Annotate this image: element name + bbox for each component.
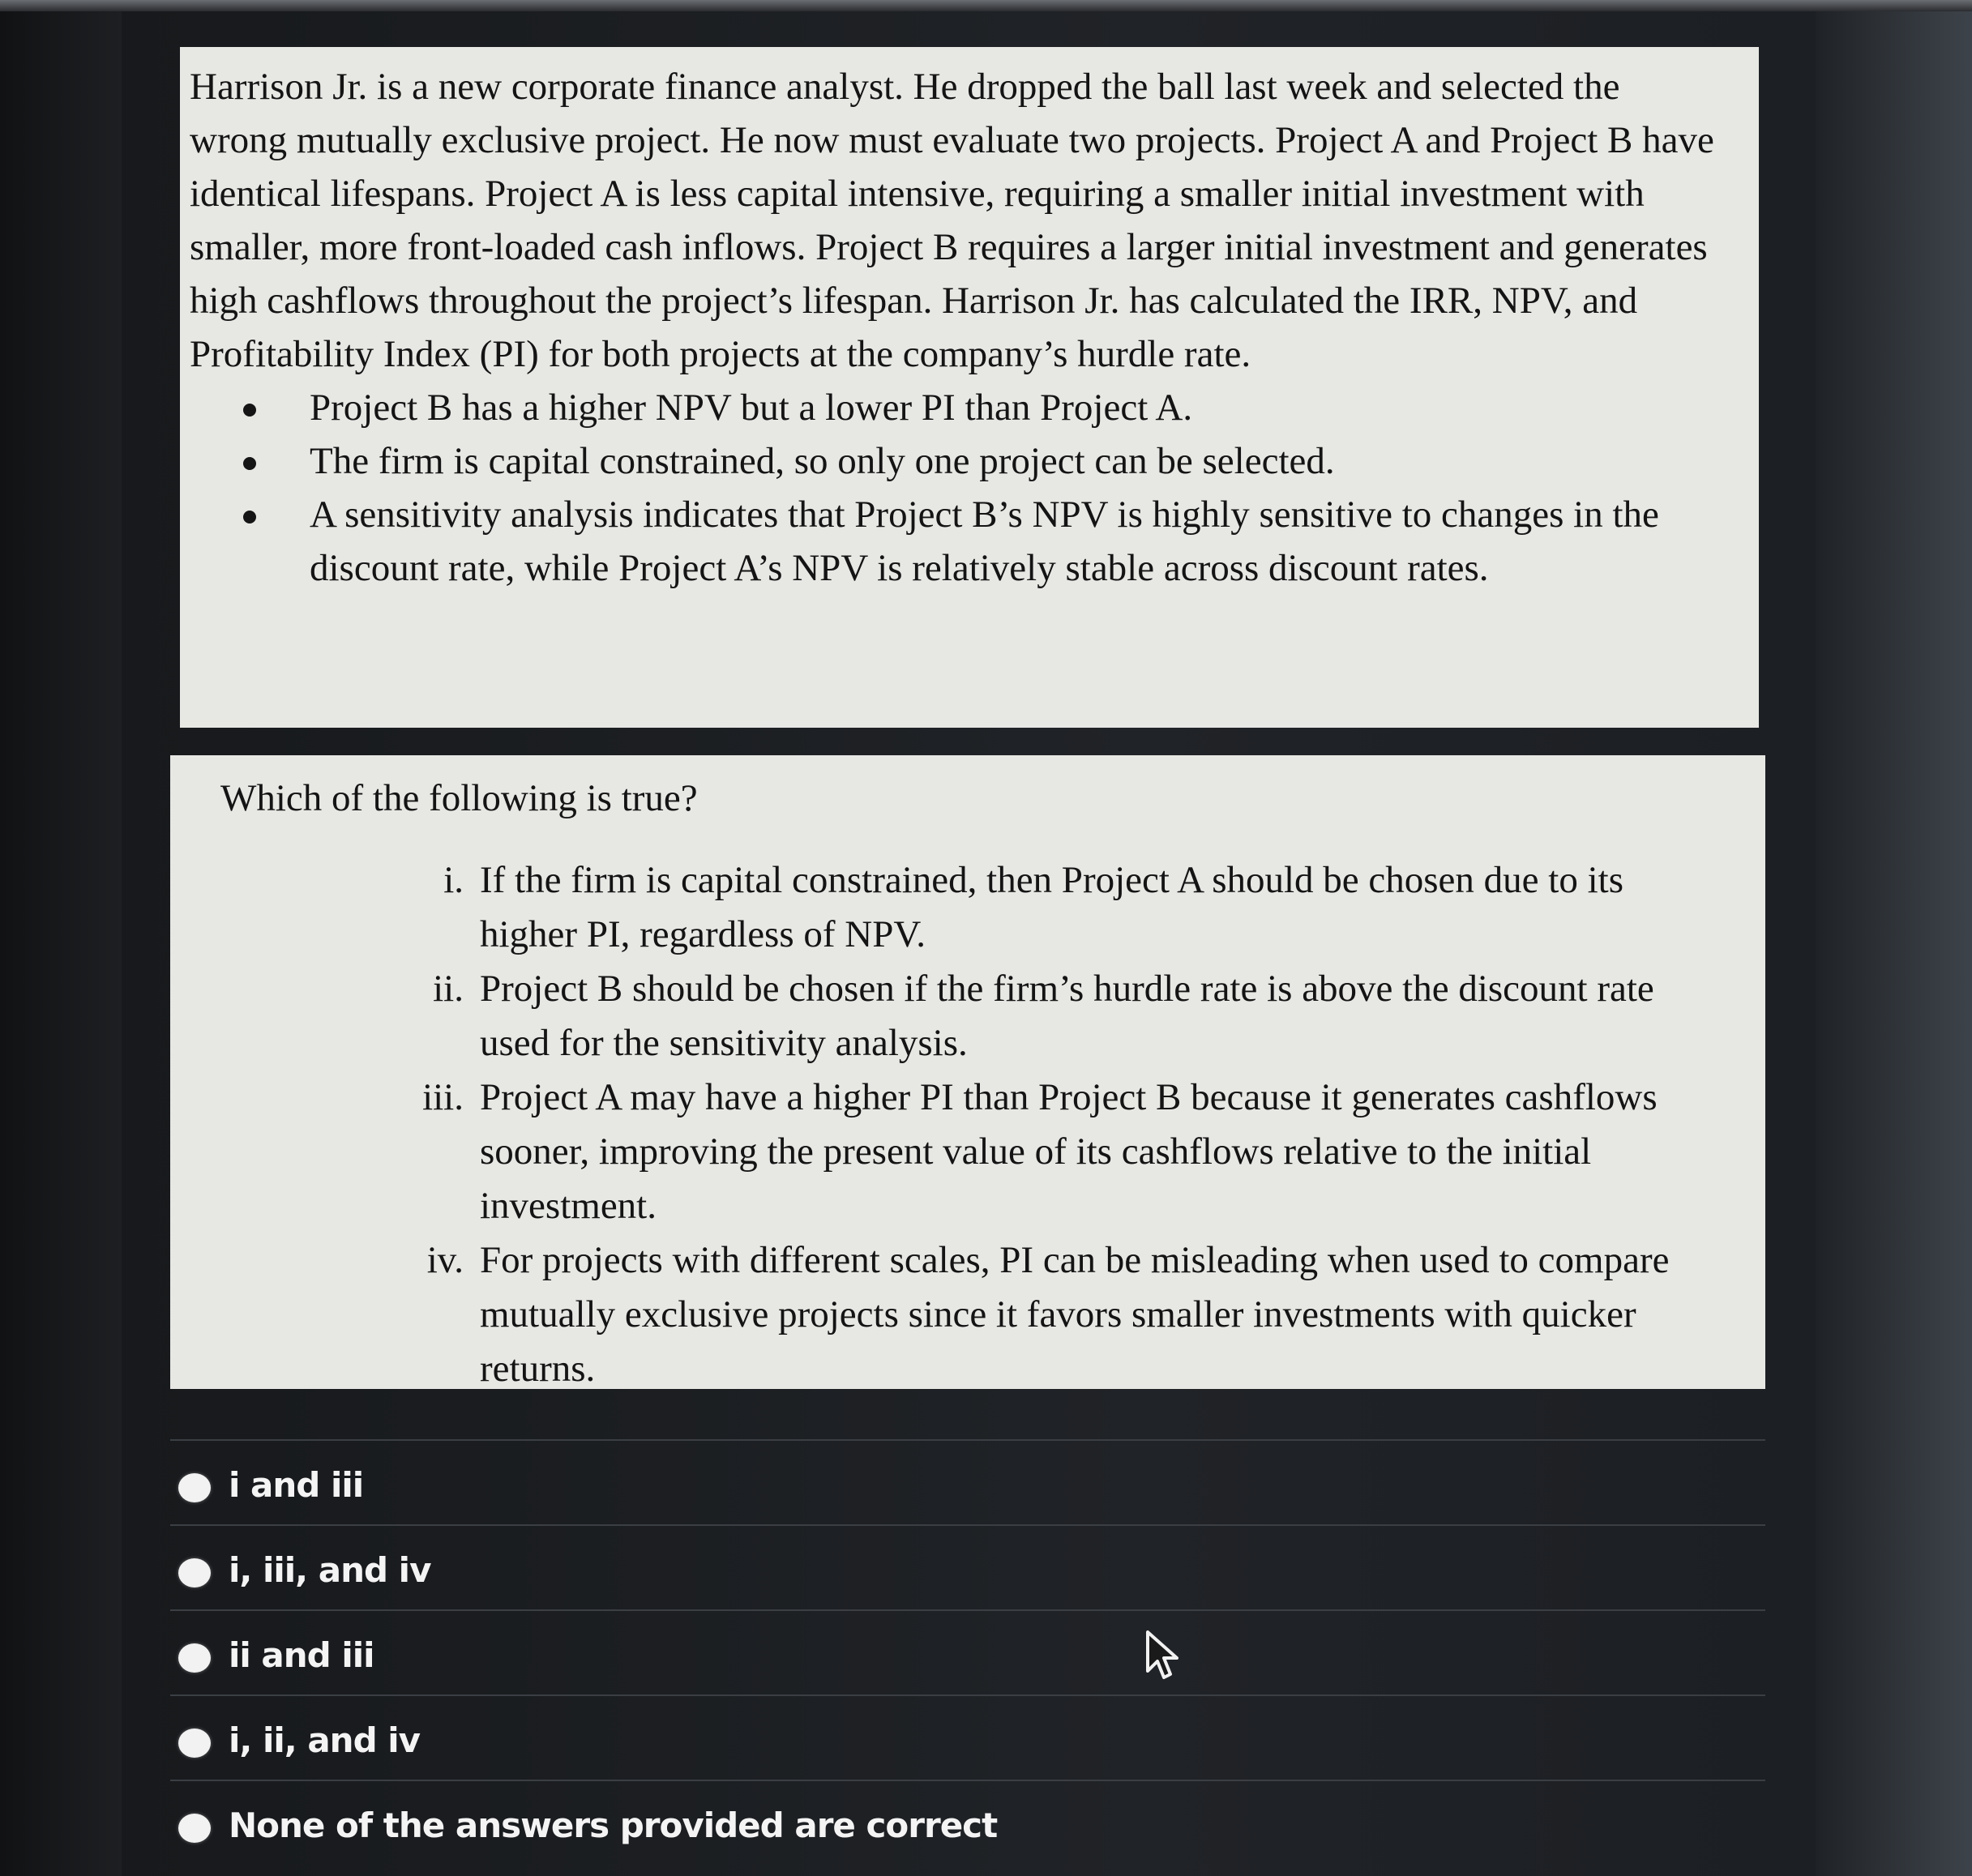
answer-option-4[interactable] <box>170 1694 1765 1780</box>
radio-button-icon[interactable] <box>178 1473 211 1502</box>
radio-button-icon[interactable] <box>178 1558 211 1588</box>
statement-item <box>426 1233 1717 1396</box>
statement-text: If the firm is capital constrained, then Project A should be chosen due to its higher PI, regardless of NPV. <box>480 859 1623 955</box>
statement-item <box>433 962 1717 1070</box>
context-bullet <box>310 381 1726 434</box>
statement-item <box>422 1070 1717 1233</box>
context-bullet-text: The firm is capital constrained, so only one project can be selected. <box>310 440 1335 482</box>
context-bullet-text: A sensitivity analysis indicates that Project B’s NPV is highly sensitive to changes in the discount rate, while Project A’s NPV is relatively stable across discount rates. <box>310 494 1659 589</box>
context-bullet-list <box>190 381 1726 595</box>
answer-label[interactable]: i, ii, and iv <box>229 1720 421 1760</box>
answer-label[interactable]: i and iii <box>229 1465 364 1505</box>
question-statements-panel <box>170 755 1765 1389</box>
answer-label[interactable]: None of the answers provided are correct <box>229 1805 998 1845</box>
bullet-dot-icon <box>243 404 256 417</box>
mouse-pointer-icon <box>1144 1629 1180 1681</box>
radio-button-icon[interactable] <box>178 1643 211 1673</box>
bullet-dot-icon <box>243 457 256 470</box>
statement-number: i. <box>443 859 464 901</box>
answer-label[interactable]: i, iii, and iv <box>229 1550 431 1590</box>
context-bullet <box>310 434 1726 488</box>
radio-button-icon[interactable] <box>178 1814 211 1843</box>
statement-number: iii. <box>422 1076 464 1118</box>
answer-option-5[interactable] <box>170 1780 1765 1869</box>
screen-right-margin <box>1816 11 1972 1876</box>
statement-text: Project B should be chosen if the firm’s hurdle rate is above the discount rate used for the sensitivity analysis. <box>480 968 1654 1064</box>
answer-option-2[interactable] <box>170 1524 1765 1609</box>
answer-option-3[interactable] <box>170 1609 1765 1694</box>
statement-text: For projects with different scales, PI can be misleading when used to compare mutually exclusive projects since it favors smaller investments with quicker returns. <box>480 1239 1670 1390</box>
statement-list <box>220 853 1717 1396</box>
radio-button-icon[interactable] <box>178 1729 211 1758</box>
statement-text: Project A may have a higher PI than Project B because it generates cashflows sooner, improving the present value of its cashflows relative to the initial investment. <box>480 1076 1658 1227</box>
statement-item <box>443 853 1717 962</box>
context-bullet <box>310 488 1726 595</box>
screen-left-margin <box>0 11 122 1876</box>
statement-number: ii. <box>433 968 464 1010</box>
answer-option-1[interactable] <box>170 1439 1765 1524</box>
monitor-bezel-top <box>0 0 1972 11</box>
statement-number: iv. <box>426 1239 464 1281</box>
question-context-panel <box>180 47 1759 728</box>
bullet-dot-icon <box>243 511 256 523</box>
answer-choices <box>170 1439 1765 1869</box>
context-bullet-text: Project B has a higher NPV but a lower PI than Project A. <box>310 387 1193 429</box>
answer-label[interactable]: ii and iii <box>229 1635 374 1675</box>
question-title: Which of the following is true? <box>220 777 698 819</box>
context-paragraph: Harrison Jr. is a new corporate finance analyst. He dropped the ball last week and selected the wrong mutually exclusive project. He now must evaluate two projects. Project A and Project B have identical lifespans. Project A is less capital intensive, requiring a smaller initial investment with smaller, more front-loaded cash inflows. Project B requires a larger initial investment and generates high cashflows throughout the project’s lifespan. Harrison Jr. has calculated the IRR, NPV, and Profitability Index (PI) for both projects at the company’s hurdle rate. <box>190 66 1714 375</box>
